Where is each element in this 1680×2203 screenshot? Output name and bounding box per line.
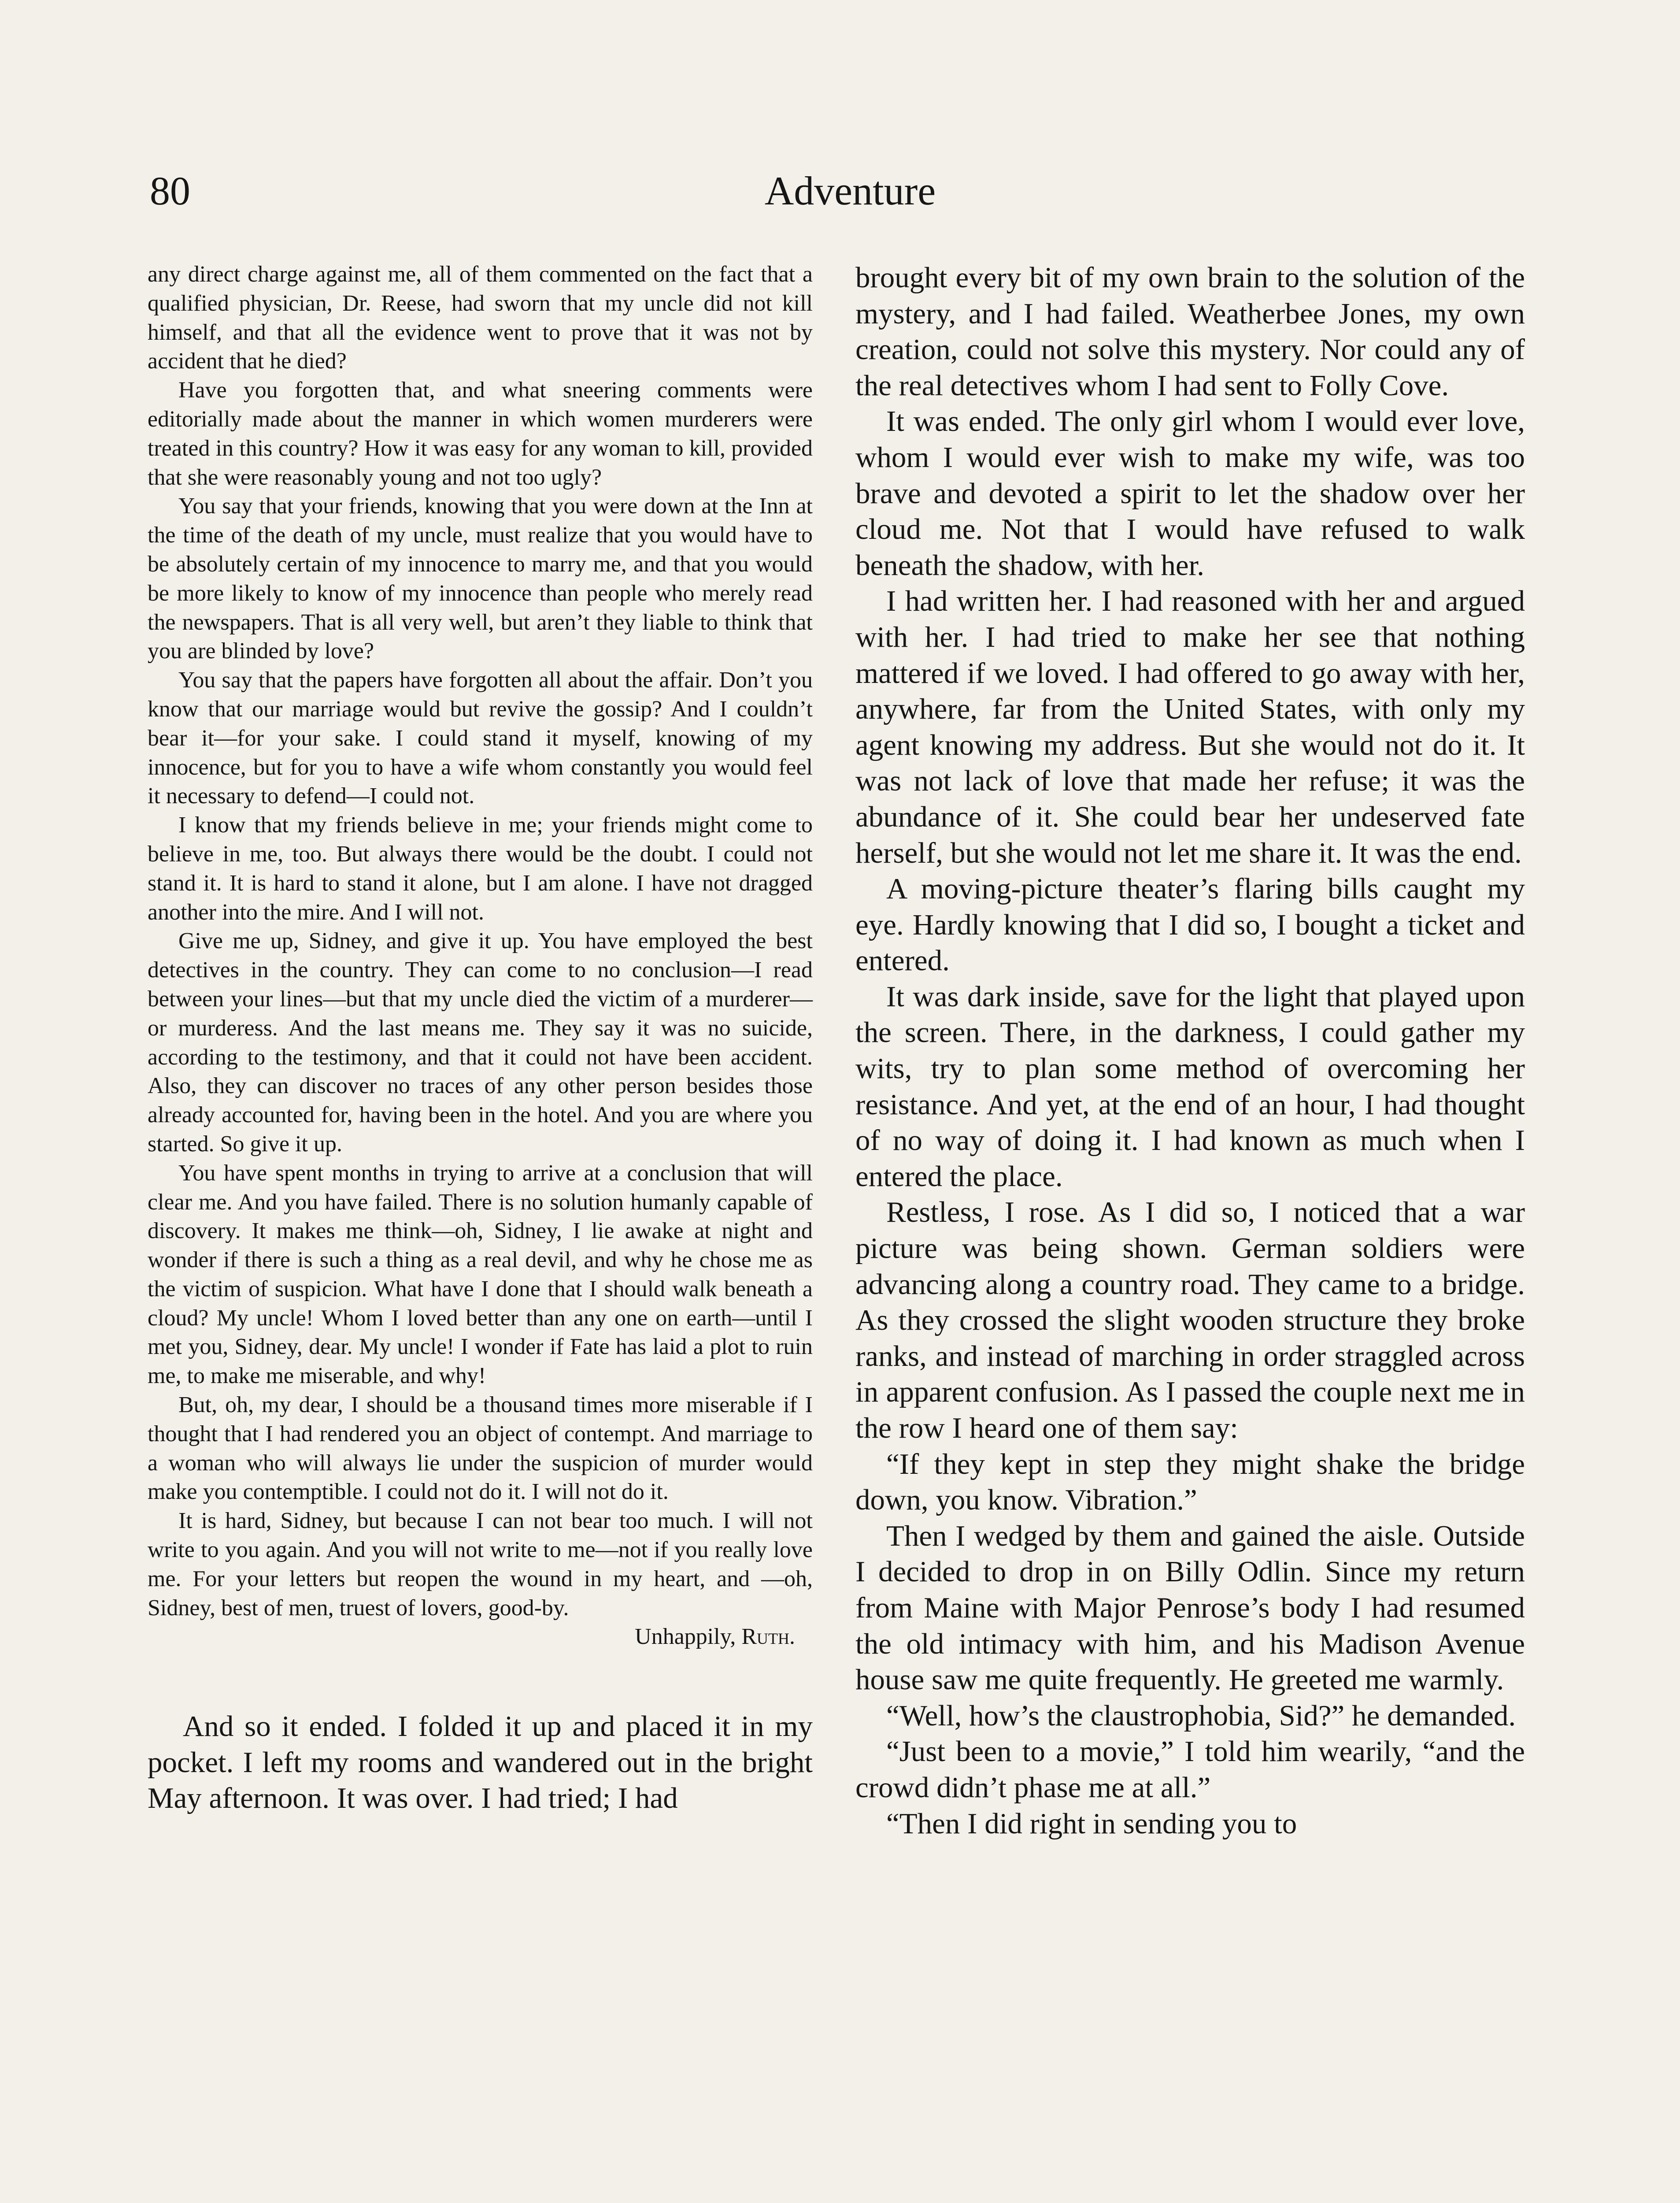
letter-signature: [148, 1622, 813, 1651]
narrative-text-right: [855, 260, 1525, 1842]
letter-paragraph: It is hard, Sidney, but because I can not bear too much. I will not write to you again. And you will not write to me—not if you really love me. For your letters but reopen the wound in my heart, and —oh, Sidney, best of men, truest of lovers, good-by.: [148, 1508, 813, 1621]
letter-paragraph: You have spent months in trying to arrive at a conclusion that will clear me. And you have failed. There is no solution humanly capable of discovery. It makes me think—oh, Sidney, I lie awake at night and wonder if there is such a thing as a real devil, and why he chose me as the victim of suspicion. What have I done that I should walk beneath a cloud? My uncle! Whom I loved better than any one on earth—until I met you, Sidney, dear. My uncle! I wonder if Fate has laid a plot to ruin me, to make me miserable, and why!: [148, 1160, 813, 1389]
right-column: [855, 260, 1525, 1842]
page-header: [150, 167, 1550, 229]
narrative-paragraph: “Well, how’s the claustrophobia, Sid?” he demanded.: [886, 1699, 1516, 1732]
letter-text: [148, 260, 813, 1651]
narrative-text-left: [148, 1709, 813, 1817]
running-title: Adventure: [764, 168, 936, 213]
narrative-paragraph: Then I wedged by them and gained the aisle. Outside I decided to drop in on Billy Odlin. Since my return from Maine with Major Penrose’s body I had resumed the old intimacy with him, and his Madison Avenue house saw me quite frequently. He greeted me warmly.: [855, 1519, 1525, 1696]
letter-closing: Unhappily,: [635, 1624, 736, 1650]
narrative-paragraph: brought every bit of my own brain to the solution of the mystery, and I had failed. Weatherbee Jones, my own creation, could not solve this mystery. Nor could any of the real detectives whom I had sent to Folly Cove.: [855, 261, 1525, 402]
letter-paragraph: Have you forgotten that, and what sneering comments were editorially made about the manner in which women murderers were treated in this country? How it was easy for any woman to kill, provided that she were reasonably young and not too ugly?: [148, 378, 813, 490]
narrative-paragraph: “Just been to a movie,” I told him wearily, “and the crowd didn’t phase me at all.”: [855, 1735, 1525, 1804]
narrative-paragraph: And so it ended. I folded it up and placed it in my pocket. I left my rooms and wandered out in the bright May afternoon. It was over. I had tried; I had: [148, 1710, 813, 1815]
page-number: 80: [150, 168, 190, 213]
letter-paragraph: any direct charge against me, all of them commented on the fact that a qualified physician, Dr. Reese, had sworn that my uncle did not kill himself, and that all the evidence went to prove that it was not by accident that he died?: [148, 262, 813, 374]
narrative-paragraph: A moving-picture theater’s flaring bills caught my eye. Hardly knowing that I did so, I bought a ticket and entered.: [855, 872, 1525, 977]
letter-paragraph: Give me up, Sidney, and give it up. You have employed the best detectives in the country. They can come to no conclusion—I read between your lines—but that my uncle died the victim of a murderer—or murderess. And the last means me. They say it was no suicide, according to the testimony, and that it could not have been accident. Also, they can discover no traces of any other person besides those already accounted for, having been in the hotel. And you are where you started. So give it up.: [148, 928, 813, 1157]
letter-paragraph: You say that the papers have forgotten all about the affair. Don’t you know that our marriage would but revive the gossip? And I couldn’t bear it—for your sake. I could stand it myself, knowing of my innocence, but for you to have a wife whom constantly you would feel it necessary to defend—I could not.: [148, 668, 813, 809]
left-column: [148, 260, 813, 1817]
letter-signer: Ruth.: [741, 1624, 795, 1650]
narrative-paragraph: Restless, I rose. As I did so, I noticed that a war picture was being shown. German soldiers were advancing along a country road. They came to a bridge. As they crossed the slight wooden structure they broke ranks, and instead of marching in order straggled across in apparent confusion. As I passed the couple next me in the row I heard one of them say:: [855, 1196, 1525, 1444]
narrative-paragraph: It was dark inside, save for the light that played upon the screen. There, in the darkness, I could gather my wits, try to plan some method of overcoming her resistance. And yet, at the end of an hour, I had thought of no way of doing it. I had known as much when I entered the place.: [855, 980, 1525, 1193]
letter-paragraph: But, oh, my dear, I should be a thousand times more miserable if I thought that I had rendered you an object of contempt. And marriage to a woman who will always lie under the suspicion of murder would make you contemptible. I could not do it. I will not do it.: [148, 1392, 813, 1505]
narrative-paragraph: “If they kept in step they might shake the bridge down, you know. Vibration.”: [855, 1447, 1525, 1517]
narrative-paragraph: “Then I did right in sending you to: [886, 1807, 1297, 1840]
letter-paragraph: I know that my friends believe in me; your friends might come to believe in me, too. But always there would be the doubt. I could not stand it. It is hard to stand it alone, but I am alone. I have not dragged another into the mire. And I will not.: [148, 812, 813, 925]
letter-paragraph: You say that your friends, knowing that you were down at the Inn at the time of the death of my uncle, must realize that you would have to be absolutely certain of my innocence to marry me, and that you would be more likely to know of my innocence than people who merely read the newspapers. That is all very well, but aren’t they liable to think that you are blinded by love?: [148, 493, 813, 664]
narrative-paragraph: It was ended. The only girl whom I would ever love, whom I would ever wish to make my wife, was too brave and devoted a spirit to let the shadow over her cloud me. Not that I would have refused to walk beneath the shadow, with her.: [855, 405, 1525, 582]
narrative-paragraph: I had written her. I had reasoned with her and argued with her. I had tried to make her see that nothing mattered if we loved. I had offered to go away with her, anywhere, far from the United States, with only my agent knowing my address. But she would not do it. It was not lack of love that made her refuse; it was the abundance of it. She could bear her undeserved fate herself, but she would not let me share it. It was the end.: [855, 585, 1525, 869]
